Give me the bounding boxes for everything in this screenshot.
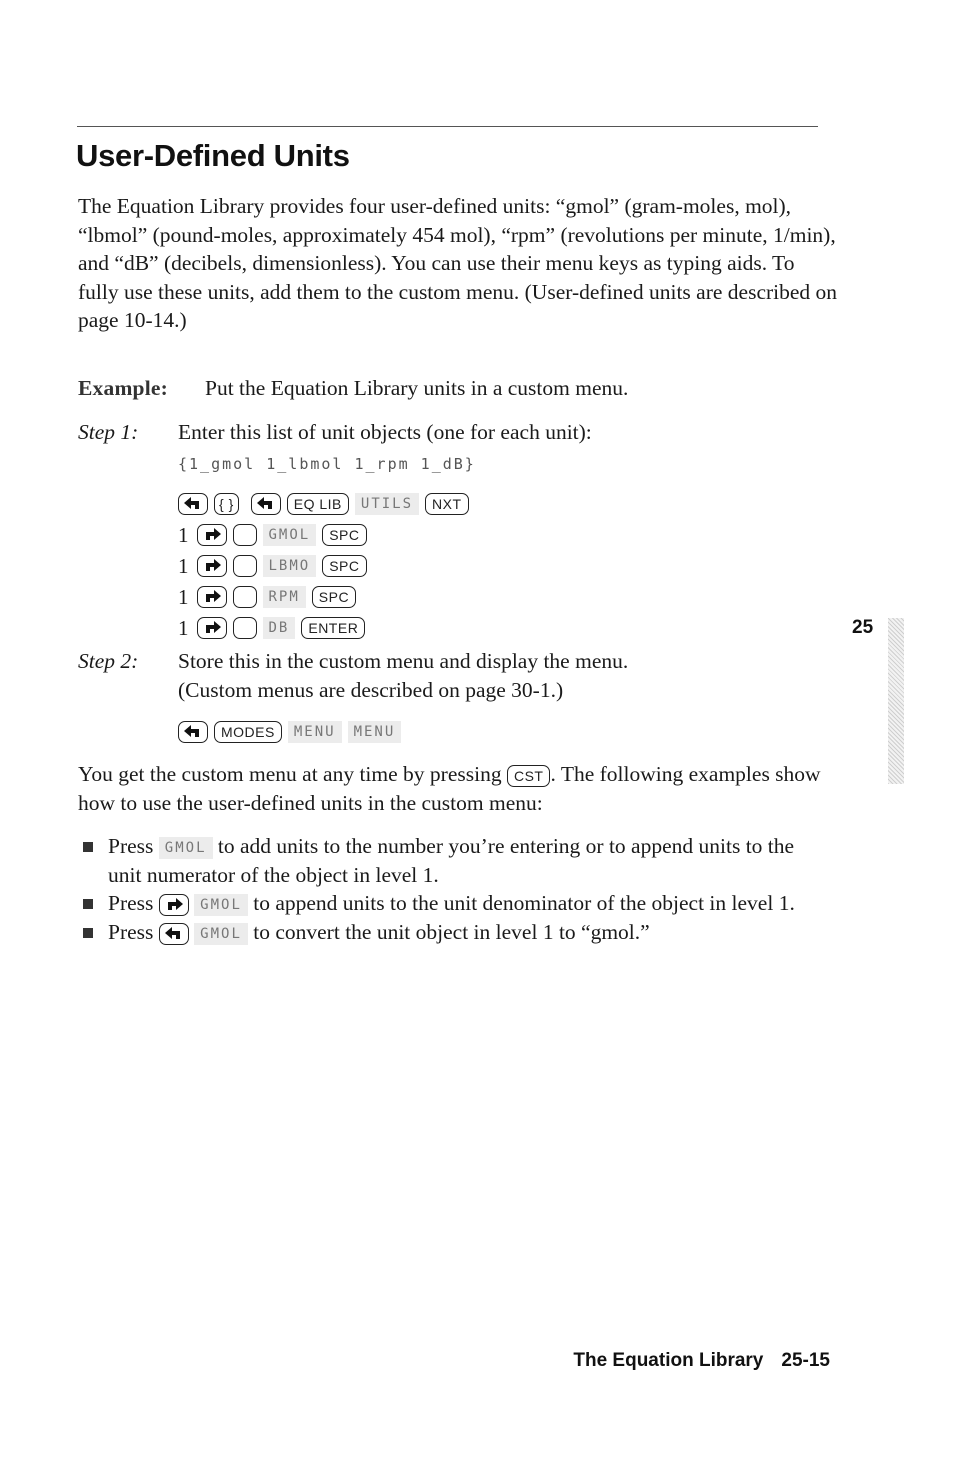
right-shift-key[interactable]: [197, 586, 227, 608]
left-shift-key[interactable]: [251, 493, 281, 515]
press-word: Press: [108, 891, 154, 916]
example-text: Put the Equation Library units in a custom menu.: [205, 376, 629, 400]
gmol-menu-key[interactable]: GMOL: [263, 524, 317, 546]
press-word: Press: [108, 919, 154, 944]
lbmo-menu-key[interactable]: LBMO: [263, 555, 317, 577]
spc-key[interactable]: SPC: [322, 555, 366, 577]
left-shift-arrow-icon: [255, 496, 277, 512]
gmol-menu-key[interactable]: GMOL: [159, 837, 213, 859]
right-shift-arrow-icon: [201, 589, 223, 605]
right-shift-key[interactable]: [197, 617, 227, 639]
bullet-list: [82, 832, 822, 946]
custom-text-before: You get the custom menu at any time by pressing: [78, 762, 502, 786]
digit-one: 1: [178, 584, 189, 609]
header-rule: [77, 126, 818, 127]
menu-menu-key[interactable]: MENU: [348, 721, 402, 743]
eq-lib-key[interactable]: EQ LIB: [287, 493, 349, 515]
right-shift-key[interactable]: [159, 894, 189, 916]
modes-key[interactable]: MODES: [214, 721, 282, 743]
nxt-key[interactable]: NXT: [425, 493, 469, 515]
digit-one: 1: [178, 553, 189, 578]
step-1-label: Step 1:: [78, 420, 139, 444]
footer-page-number: 25-15: [781, 1350, 830, 1371]
menu-menu-key[interactable]: MENU: [288, 721, 342, 743]
step-1-text: Enter this list of unit objects (one for each unit):: [178, 420, 592, 444]
step-1-display: {1_gmol 1_lbmol 1_rpm 1_dB}: [178, 455, 476, 473]
keyline-3: [178, 552, 367, 580]
press-word: Press: [108, 834, 154, 858]
keyline-6: [178, 718, 401, 746]
section-heading: User-Defined Units: [76, 138, 350, 173]
keyline-2: [178, 521, 367, 549]
bullet-text: to convert the unit object in level 1 to “gmol.”: [253, 919, 650, 944]
right-shift-arrow-icon: [201, 620, 223, 636]
db-menu-key[interactable]: DB: [263, 617, 296, 639]
right-shift-key[interactable]: [197, 524, 227, 546]
spc-key[interactable]: SPC: [322, 524, 366, 546]
keyline-4: [178, 583, 356, 611]
bullet-text: to add units to the number you’re entering or to append units to the unit numerator of the object in level 1.: [108, 834, 795, 887]
keyline-1: [178, 490, 469, 518]
left-shift-arrow-icon: [163, 926, 185, 942]
list-item: [82, 889, 822, 918]
list-item: [82, 832, 822, 889]
bullet-square-icon: [83, 842, 93, 852]
left-shift-key[interactable]: [159, 923, 189, 945]
utils-menu-key[interactable]: UTILS: [355, 493, 419, 515]
list-item: [82, 918, 822, 947]
bullet-text: to append units to the unit denominator of the object in level 1.: [253, 891, 795, 916]
step-2-note: (Custom menus are described on page 30-1.): [178, 678, 564, 702]
custom-menu-paragraph: [78, 760, 838, 817]
enter-key[interactable]: ENTER: [301, 617, 365, 639]
cst-key[interactable]: CST: [507, 765, 551, 787]
gmol-menu-key[interactable]: GMOL: [194, 923, 248, 945]
example: [78, 376, 629, 401]
rpm-menu-key[interactable]: RPM: [263, 586, 306, 608]
spc-key[interactable]: SPC: [312, 586, 356, 608]
gmol-menu-key[interactable]: GMOL: [194, 894, 248, 916]
left-shift-key[interactable]: [178, 721, 208, 743]
right-shift-arrow-icon: [163, 897, 185, 913]
step-2-text: Store this in the custom menu and display the menu.: [178, 649, 629, 673]
intro-paragraph: The Equation Library provides four user-defined units: “gmol” (gram-moles, mol), “lbmol” (pound-moles, approximately 454 mol), “rpm” (revolutions per minute, 1/min), and “dB” (decibels, dimensionless). You can use their menu keys as typing aids. To fully use these units, add them to the custom menu. (User-defined units are described on page 10-14.): [78, 194, 838, 333]
left-shift-arrow-icon: [182, 496, 204, 512]
footer-chapter: The Equation Library: [573, 1350, 764, 1371]
chapter-tab-number: 25: [852, 617, 874, 638]
step-2: [78, 647, 838, 707]
step-1: [78, 418, 838, 478]
underscore-key[interactable]: [233, 555, 257, 577]
braces-key[interactable]: { }: [214, 493, 239, 515]
right-shift-arrow-icon: [201, 527, 223, 543]
bullet-square-icon: [83, 899, 93, 909]
digit-one: 1: [178, 615, 189, 640]
bullet-square-icon: [83, 928, 93, 938]
right-shift-arrow-icon: [201, 558, 223, 574]
left-shift-key[interactable]: [178, 493, 208, 515]
right-shift-key[interactable]: [197, 555, 227, 577]
left-shift-arrow-icon: [182, 724, 204, 740]
custom-text-after: . The following examples show how to use the user-defined units in the custom menu:: [78, 762, 821, 815]
underscore-key[interactable]: [233, 617, 257, 639]
keyline-5: [178, 614, 365, 642]
digit-one: 1: [178, 522, 189, 547]
chapter-tab-bar: [888, 618, 904, 784]
underscore-key[interactable]: [233, 586, 257, 608]
underscore-key[interactable]: [233, 524, 257, 546]
page-footer: [573, 1350, 830, 1372]
example-label: Example:: [78, 376, 168, 400]
step-2-label: Step 2:: [78, 649, 139, 673]
